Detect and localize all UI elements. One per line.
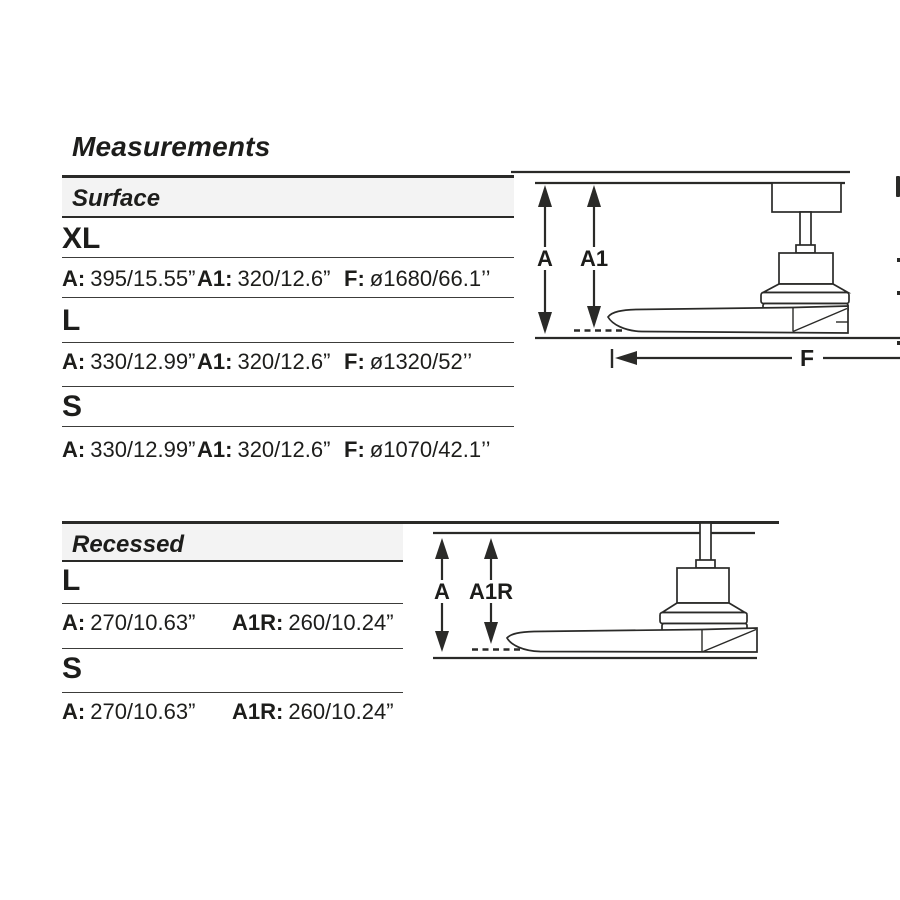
size-label-l: L <box>62 304 81 337</box>
spec-a <box>62 612 195 634</box>
spec-f-label: F: <box>344 266 365 291</box>
arrow-down-icon <box>435 631 449 652</box>
divider <box>62 603 403 604</box>
size-label-xl: XL <box>62 222 101 255</box>
recessed-mount-diagram <box>425 515 900 670</box>
spec-a-label: A: <box>62 610 86 635</box>
dim-label-a: A <box>434 579 450 604</box>
arrow-up-icon <box>587 185 601 207</box>
downrod <box>800 212 811 247</box>
recessed-table <box>62 521 403 736</box>
divider <box>62 560 403 562</box>
spec-f-label: F: <box>344 349 365 374</box>
spec-a <box>62 351 195 373</box>
spec-f <box>344 268 490 290</box>
spec-a1r-value: 260/10.24” <box>288 699 394 724</box>
divider <box>62 692 403 693</box>
surface-mount-diagram <box>505 165 900 375</box>
recessed-header-bar <box>62 524 403 560</box>
spec-a-label: A: <box>62 437 86 462</box>
motor-flare <box>662 603 745 613</box>
dim-label-f: F <box>799 345 815 371</box>
divider <box>62 386 514 387</box>
spec-a1-value: 320/12.6” <box>237 437 331 462</box>
spec-a <box>62 701 195 723</box>
motor-housing <box>779 253 833 284</box>
motor-band-upper <box>761 293 849 304</box>
spec-f-value: ø1680/66.1’’ <box>369 266 491 291</box>
motor-band-upper <box>660 613 747 624</box>
size-label-s: S <box>62 652 83 685</box>
spec-a-value: 330/12.99” <box>90 437 196 462</box>
rod-coupler <box>796 245 815 253</box>
spec-a1r <box>232 612 394 634</box>
arrow-down-icon <box>587 306 601 328</box>
dim-label-a1r: A1R <box>468 579 514 604</box>
spec-a-value: 270/10.63” <box>90 699 196 724</box>
surface-header-bar <box>62 178 514 217</box>
spec-row-xl <box>62 268 514 298</box>
arrow-left-icon <box>615 351 637 365</box>
recessed-header-label: Recessed <box>72 530 185 558</box>
dim-label-a: A <box>537 246 553 271</box>
size-label-l: L <box>62 564 81 597</box>
downrod <box>700 523 711 562</box>
spec-a1r-value: 260/10.24” <box>288 610 394 635</box>
spec-a1 <box>197 351 330 373</box>
spec-a-label: A: <box>62 266 86 291</box>
spec-a <box>62 439 195 461</box>
fan-blade <box>608 306 848 333</box>
spec-a-value: 330/12.99” <box>90 349 196 374</box>
spec-a1 <box>197 268 330 290</box>
spec-a-value: 270/10.63” <box>90 610 196 635</box>
surface-table <box>62 175 514 475</box>
ceiling-canopy <box>772 183 841 212</box>
surface-header-label: Surface <box>72 184 161 212</box>
spec-row-l <box>62 351 514 381</box>
spec-f-value: ø1070/42.1’’ <box>369 437 491 462</box>
cropped-print-artifact <box>896 176 900 197</box>
fan-blade <box>507 628 757 652</box>
spec-f <box>344 351 472 373</box>
spec-a1r-label: A1R: <box>232 699 284 724</box>
dim-label-a1: A1 <box>579 246 609 271</box>
motor-housing <box>677 568 729 603</box>
spec-a-value: 395/15.55” <box>90 266 196 291</box>
spec-row-l <box>62 612 403 642</box>
divider <box>62 426 514 427</box>
spec-a-label: A: <box>62 699 86 724</box>
spec-a1r <box>232 701 394 723</box>
spec-a <box>62 268 195 290</box>
spec-a1-label: A1: <box>197 266 233 291</box>
arrow-up-icon <box>538 185 552 207</box>
divider <box>62 648 403 649</box>
spec-row-s <box>62 439 514 469</box>
spec-f <box>344 439 490 461</box>
page-title: Measurements <box>72 131 271 162</box>
divider <box>62 297 514 298</box>
arrow-down-icon <box>538 312 552 334</box>
spec-a1 <box>197 439 330 461</box>
spec-f-label: F: <box>344 437 365 462</box>
motor-flare <box>763 284 848 293</box>
divider <box>62 342 514 343</box>
size-label-s: S <box>62 390 83 423</box>
spec-a1-value: 320/12.6” <box>237 266 331 291</box>
spec-row-s <box>62 701 403 731</box>
arrow-down-icon <box>484 622 498 644</box>
spec-a1r-label: A1R: <box>232 610 284 635</box>
rod-coupler <box>696 560 715 568</box>
spec-a1-value: 320/12.6” <box>237 349 331 374</box>
arrow-up-icon <box>435 538 449 559</box>
spec-a-label: A: <box>62 349 86 374</box>
spec-f-value: ø1320/52’’ <box>369 349 473 374</box>
divider <box>62 257 514 258</box>
divider <box>62 216 514 218</box>
spec-a1-label: A1: <box>197 349 233 374</box>
spec-a1-label: A1: <box>197 437 233 462</box>
arrow-up-icon <box>484 538 498 559</box>
